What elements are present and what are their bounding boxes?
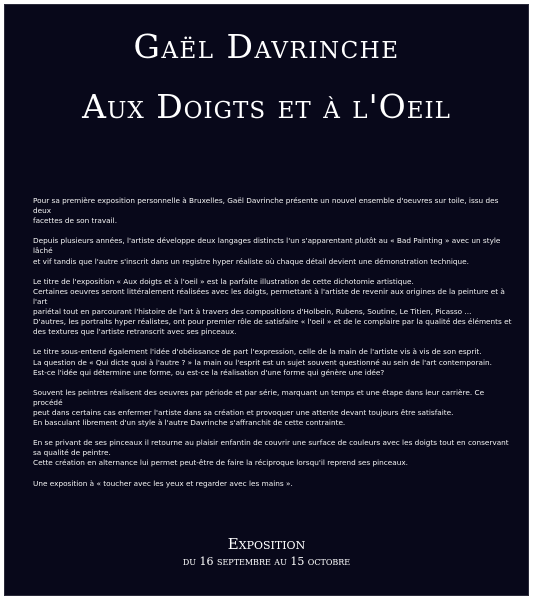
description-paragraph xyxy=(33,388,514,428)
artist-name: Gaël Davrinche xyxy=(133,27,400,66)
exhibition-title: Aux Doigts et à l'Oeil xyxy=(82,87,451,126)
description-line: Le titre de l'exposition « Aux doigts et à l'oeil » est la parfaite illustration de cette dichotomie artistique. xyxy=(33,276,414,286)
description-line: Certaines oeuvres seront littéralement réalisées avec les doigts, permettant à l'artiste de revenir aux origines de la peinture et à l'art xyxy=(33,286,505,306)
description-line: Pour sa première exposition personnelle à Bruxelles, Gaël Davrinche présente un nouvel ensemble d'oeuvres sur toile, issu des deux xyxy=(33,196,499,216)
description-line: Est-ce l'idée qui détermine une forme, ou est-ce la réalisation d'une forme qui génère une idée? xyxy=(33,367,385,377)
description-line: La question de « Qui dicte quoi à l'autre ? » la main ou l'esprit est un sujet souvent questionné au sein de l'art contemporain. xyxy=(33,357,492,367)
exposition-dates: du 16 septembre au 15 octobre xyxy=(182,555,351,568)
description-line: Une exposition à « toucher avec les yeux et regarder avec les mains ». xyxy=(33,478,293,488)
description-line: En basculant librement d'un style à l'autre Davrinche s'affranchit de cette contrainte. xyxy=(33,418,346,428)
invitation-panel xyxy=(4,4,529,596)
description-paragraph xyxy=(33,277,514,338)
description-line: D'autres, les portraits hyper réalistes, ont pour premier rôle de satisfaire « l'oeil » et de le complaire par la qualité des éléments et xyxy=(33,317,512,327)
exposition-label: Exposition xyxy=(227,535,306,553)
description-line: facettes de son travail. xyxy=(33,216,118,226)
description-line: peut dans certains cas enfermer l'artiste dans sa création et provoquer une attente devant toujours être satisfaite. xyxy=(33,407,454,417)
description-paragraph xyxy=(33,196,514,226)
description-line: Depuis plusieurs années, l'artiste développe deux langages distincts l'un s'apparentant plutôt au « Bad Painting » avec un style lâché xyxy=(33,236,501,256)
description-line: Le titre sous-entend également l'idée d'obéissance de part l'expression, celle de la main de l'artiste vis à vis de son esprit. xyxy=(33,347,482,357)
description-paragraph xyxy=(33,347,514,377)
description-line: et vif tandis que l'autre s'inscrit dans un registre hyper réaliste où chaque détail devient une démonstration technique. xyxy=(33,256,469,266)
description-paragraph xyxy=(33,438,514,468)
description-paragraph xyxy=(33,236,514,266)
description-text xyxy=(33,196,514,499)
description-line: En se privant de ses pinceaux il retourne au plaisir enfantin de couvrir une surface de couleurs avec les doigts tout en conservant xyxy=(33,438,509,448)
description-line: sa qualité de peintre. xyxy=(33,448,111,458)
description-line: Cette création en alternance lui permet peut-être de faire la réciproque lorsqu'il reprend ses pinceaux. xyxy=(33,458,408,468)
description-line: pariétal tout en parcourant l'histoire de l'art à travers des compositions d'Holbein, Rubens, Soutine, Le Titien, Picasso ... xyxy=(33,307,472,317)
description-line: des textures que l'artiste retranscrit avec ses pinceaux. xyxy=(33,327,237,337)
description-line: Souvent les peintres réalisent des oeuvres par période et par série, marquant un temps et une étape dans leur carrière. Ce procédé xyxy=(33,387,485,407)
description-paragraph xyxy=(33,479,514,489)
